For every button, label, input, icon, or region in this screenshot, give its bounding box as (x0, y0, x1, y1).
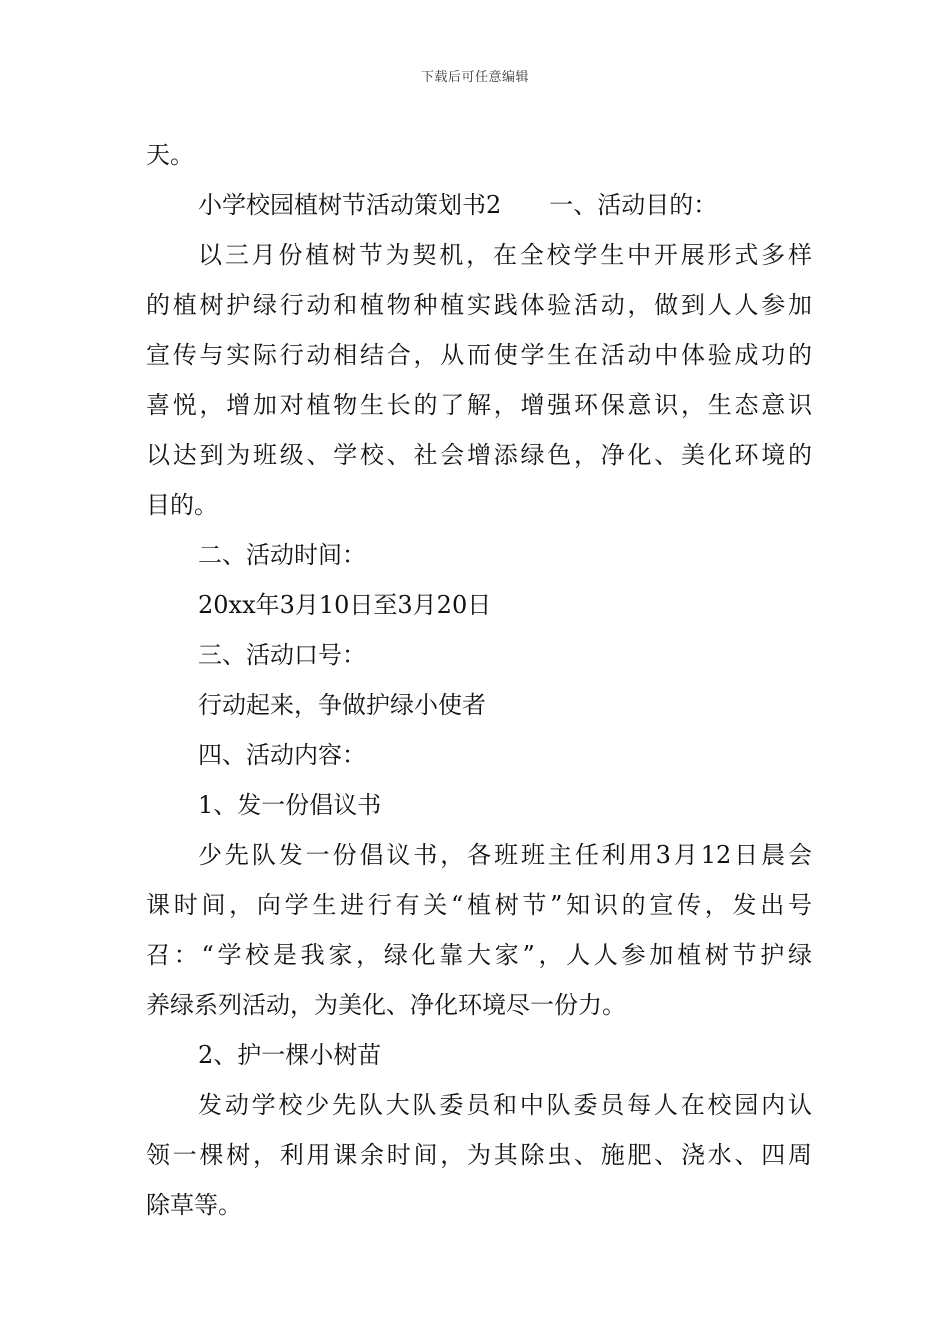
section-heading: 四、活动内容： (198, 741, 366, 769)
paragraph-line: 的植树护绿行动和植物种植实践体验活动，做到人人参加 (146, 291, 812, 319)
paragraph-line: 行动起来，争做护绿小使者 (198, 691, 486, 719)
paragraph-line: 养绿系列活动，为美化、净化环境尽一份力。 (146, 991, 626, 1019)
paragraph-line: 以三月份植树节为契机，在全校学生中开展形式多样 (198, 241, 812, 269)
paragraph-line: 喜悦，增加对植物生长的了解，增强环保意识，生态意识 (146, 391, 812, 419)
paragraph-line: 除草等。 (146, 1191, 242, 1219)
section-title-line (146, 180, 812, 230)
section-heading: 三、活动口号： (198, 641, 366, 669)
document-body (146, 130, 812, 1230)
paragraph-line: 发动学校少先队大队委员和中队委员每人在校园内认 (198, 1091, 812, 1119)
paragraph-line: 目的。 (146, 491, 218, 519)
subsection-heading: 1、发一份倡议书 (198, 791, 382, 819)
page-header: 下载后可任意编辑 (420, 70, 529, 85)
paragraph-line: 领一棵树，利用课余时间，为其除虫、施肥、浇水、四周 (146, 1141, 812, 1169)
document-title: 小学校园植树节活动策划书2 (198, 191, 502, 219)
paragraph-line: 课时间，向学生进行有关“植树节”知识的宣传，发出号 (146, 891, 812, 919)
section-heading: 二、活动时间： (198, 541, 366, 569)
paragraph-line: 天。 (146, 141, 194, 169)
paragraph-line: 20xx年3月10日至3月20日 (198, 591, 492, 619)
paragraph-line: 以达到为班级、学校、社会增添绿色，净化、美化环境的 (146, 441, 812, 469)
paragraph-line: 宣传与实际行动相结合，从而使学生在活动中体验成功的 (146, 341, 812, 369)
section-heading: 一、活动目的： (549, 191, 718, 219)
subsection-heading: 2、护一棵小树苗 (198, 1041, 382, 1069)
paragraph-line: 召：“学校是我家，绿化靠大家”，人人参加植树节护绿 (146, 941, 812, 969)
paragraph-line: 少先队发一份倡议书，各班班主任利用3月12日晨会 (198, 841, 812, 869)
